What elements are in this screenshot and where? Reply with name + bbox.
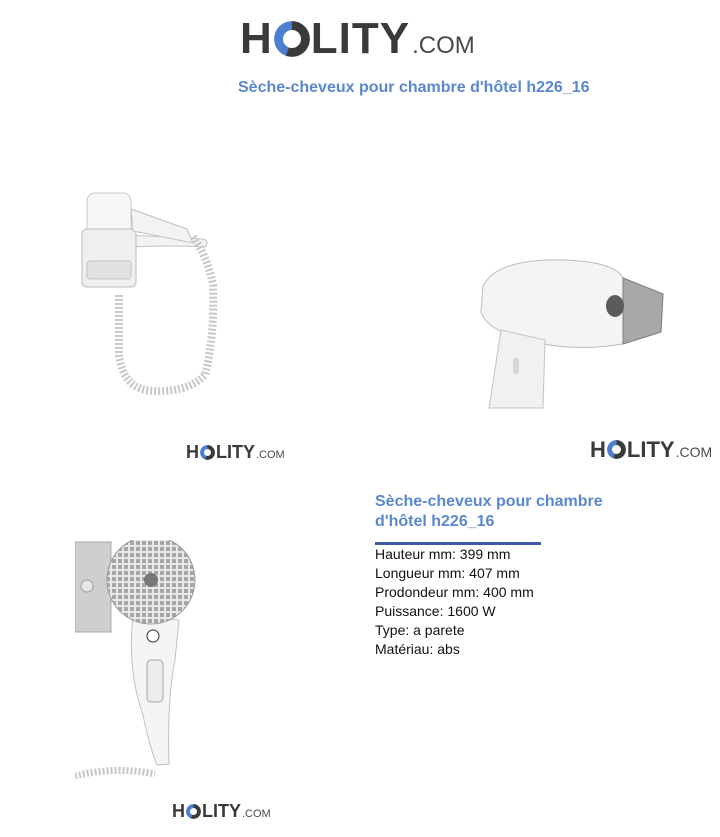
hair-dryer-side-image — [475, 256, 665, 410]
logo-letters-lity: LITY — [626, 437, 675, 462]
spec-depth: Prodondeur mm: 400 mm — [375, 584, 534, 600]
logo-com: .COM — [412, 32, 475, 59]
logo-letters-lity: LITY — [216, 442, 255, 462]
logo-letter-h: H — [172, 801, 185, 821]
hair-dryer-front-image — [75, 540, 205, 785]
holity-logo-small-2 — [590, 437, 712, 463]
logo-letter-h: H — [186, 442, 199, 462]
spec-power: Puissance: 1600 W — [375, 603, 496, 619]
spec-material: Matériau: abs — [375, 641, 460, 657]
logo-letter-h: H — [240, 14, 273, 63]
logo-com: .COM — [256, 449, 285, 461]
logo-com: .COM — [242, 808, 271, 820]
spec-height: Hauteur mm: 399 mm — [375, 546, 511, 562]
holity-logo[interactable] — [240, 14, 475, 64]
hair-dryer-wall-image — [75, 185, 235, 400]
logo-o-icon — [186, 804, 201, 819]
logo-o-icon — [200, 445, 215, 460]
holity-logo-small-3 — [172, 801, 271, 822]
specs-title: Sèche-cheveux pour chambre d'hôtel h226_16 — [375, 493, 603, 530]
spec-type: Type: a parete — [375, 622, 465, 638]
logo-com: .COM — [675, 444, 713, 460]
logo-letters-lity: LITY — [202, 801, 241, 821]
logo-letter-h: H — [590, 437, 606, 462]
logo-o-icon — [274, 21, 310, 57]
spec-length: Longueur mm: 407 mm — [375, 565, 520, 581]
logo-letters-lity: LITY — [310, 14, 411, 63]
specs-list — [375, 545, 534, 659]
logo-o-icon — [607, 440, 626, 459]
page-title: Sèche-cheveux pour chambre d'hôtel h226_16 — [238, 79, 590, 96]
holity-logo-small-1 — [186, 442, 285, 463]
